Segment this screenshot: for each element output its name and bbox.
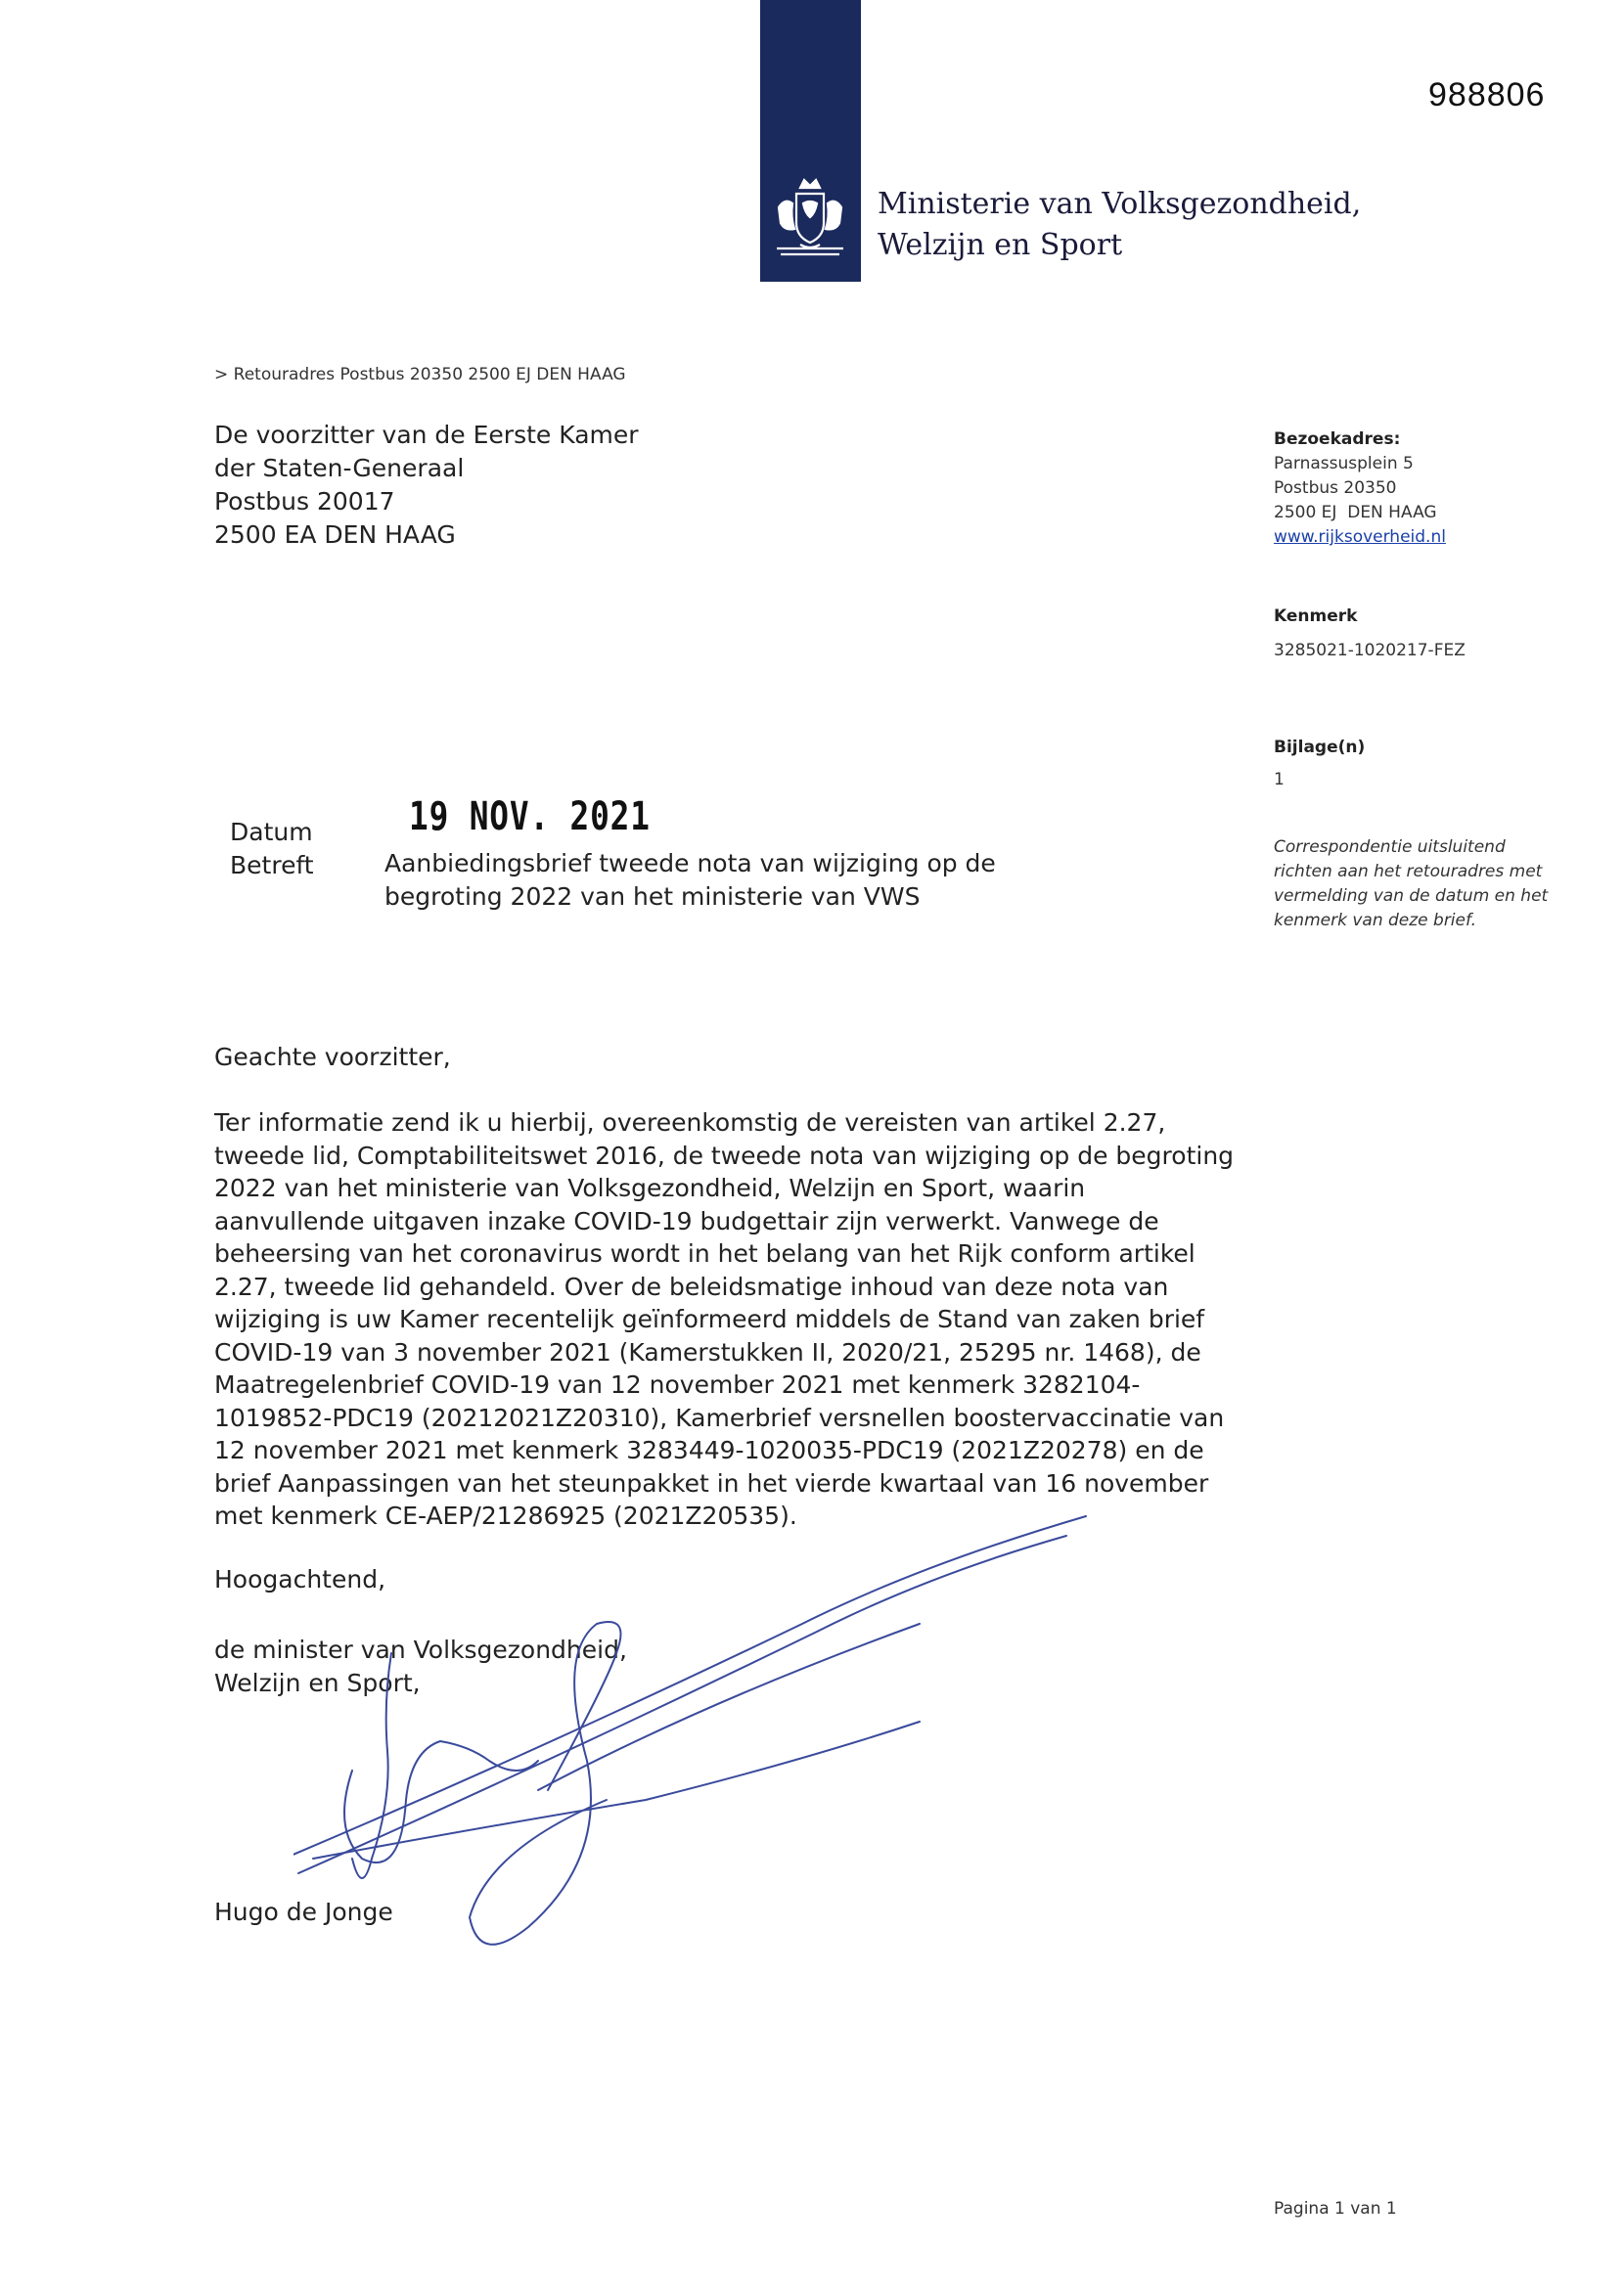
subject-line-2: begroting 2022 van het ministerie van VWS xyxy=(384,882,921,911)
page-number: Pagina 1 van 1 xyxy=(1274,2199,1397,2219)
ministry-name xyxy=(878,184,1361,266)
recipient-line-4: 2500 EA DEN HAAG xyxy=(214,520,456,549)
website-link[interactable]: www.rijksoverheid.nl xyxy=(1274,527,1446,547)
body-line: 12 november 2021 met kenmerk 3283449-1020035-PDC19 (2021Z20278) en de xyxy=(214,1436,1204,1464)
handwritten-signature xyxy=(293,1506,1096,1956)
date-stamp: 19 NOV. 2021 xyxy=(409,794,651,839)
signer-title-line-1: de minister van Volksgezondheid, xyxy=(214,1636,627,1664)
body-line: 1019852-PDC19 (20212021Z20310), Kamerbrief versnellen boostervaccinatie van xyxy=(214,1403,1225,1432)
body-line: Maatregelenbrief COVID-19 van 12 november 2021 met kenmerk 3282104- xyxy=(214,1370,1141,1399)
attachments-heading: Bijlage(n) xyxy=(1274,738,1366,757)
ministry-logo-bar xyxy=(760,0,861,282)
correspondence-note: Correspondentie uitsluitend richten aan het retouradres met vermelding van de datum en het kenmerk van deze brief. xyxy=(1274,837,1549,930)
visit-address-block xyxy=(1274,427,1446,550)
ministry-name-line-2: Welzijn en Sport xyxy=(878,228,1123,262)
signer-name: Hugo de Jonge xyxy=(214,1898,393,1926)
reference-heading: Kenmerk xyxy=(1274,606,1358,626)
body-line: 2.27, tweede lid gehandeld. Over de beleidsmatige inhoud van deze nota van xyxy=(214,1272,1169,1301)
body-line: tweede lid, Comptabiliteitswet 2016, de tweede nota van wijziging op de begroting xyxy=(214,1141,1235,1170)
body-line: wijziging is uw Kamer recentelijk geïnformeerd middels de Stand van zaken brief xyxy=(214,1305,1205,1333)
document-number: 988806 xyxy=(1428,76,1546,113)
ministry-name-line-1: Ministerie van Volksgezondheid, xyxy=(878,187,1362,221)
body-line: brief Aanpassingen van het steunpakket in het vierde kwartaal van 16 november xyxy=(214,1468,1209,1498)
closing: Hoogachtend, xyxy=(214,1565,386,1593)
subject-text xyxy=(384,847,1050,914)
royal-coat-of-arms-icon xyxy=(771,174,849,262)
visit-address-heading: Bezoekadres: xyxy=(1274,429,1401,449)
date-label: Datum xyxy=(230,818,313,846)
attachments-value: 1 xyxy=(1274,770,1285,789)
reference-value: 3285021-1020217-FEZ xyxy=(1274,641,1466,660)
subject-line-1: Aanbiedingsbrief tweede nota van wijziging op de xyxy=(384,849,996,877)
letter-body xyxy=(214,1106,1251,1533)
reference-block xyxy=(1274,605,1466,663)
attachments-block xyxy=(1274,736,1365,792)
body-line: aanvullende uitgaven inzake COVID-19 budgettair zijn verwerkt. Vanwege de xyxy=(214,1206,1159,1235)
recipient-address xyxy=(214,419,639,552)
signer-title-line-2: Welzijn en Sport, xyxy=(214,1669,421,1697)
recipient-line-3: Postbus 20017 xyxy=(214,487,395,516)
visit-address-line-2: Postbus 20350 xyxy=(1274,478,1397,498)
salutation: Geachte voorzitter, xyxy=(214,1043,451,1071)
body-line: beheersing van het coronavirus wordt in het belang van het Rijk conform artikel xyxy=(214,1239,1195,1268)
body-line: 2022 van het ministerie van Volksgezondheid, Welzijn en Sport, waarin xyxy=(214,1174,1086,1202)
body-line: COVID-19 van 3 november 2021 (Kamerstukken II, 2020/21, 25295 nr. 1468), de xyxy=(214,1337,1201,1367)
return-address: > Retouradres Postbus 20350 2500 EJ DEN HAAG xyxy=(214,365,626,384)
recipient-line-1: De voorzitter van de Eerste Kamer xyxy=(214,421,639,449)
body-line: Ter informatie zend ik u hierbij, overeenkomstig de vereisten van artikel 2.27, xyxy=(214,1108,1166,1137)
recipient-line-2: der Staten-Generaal xyxy=(214,454,465,482)
visit-address-line-1: Parnassusplein 5 xyxy=(1274,454,1414,473)
body-line: met kenmerk CE-AEP/21286925 (2021Z20535). xyxy=(214,1502,797,1530)
visit-address-line-3: 2500 EJ DEN HAAG xyxy=(1274,503,1437,522)
subject-label: Betreft xyxy=(230,851,314,879)
